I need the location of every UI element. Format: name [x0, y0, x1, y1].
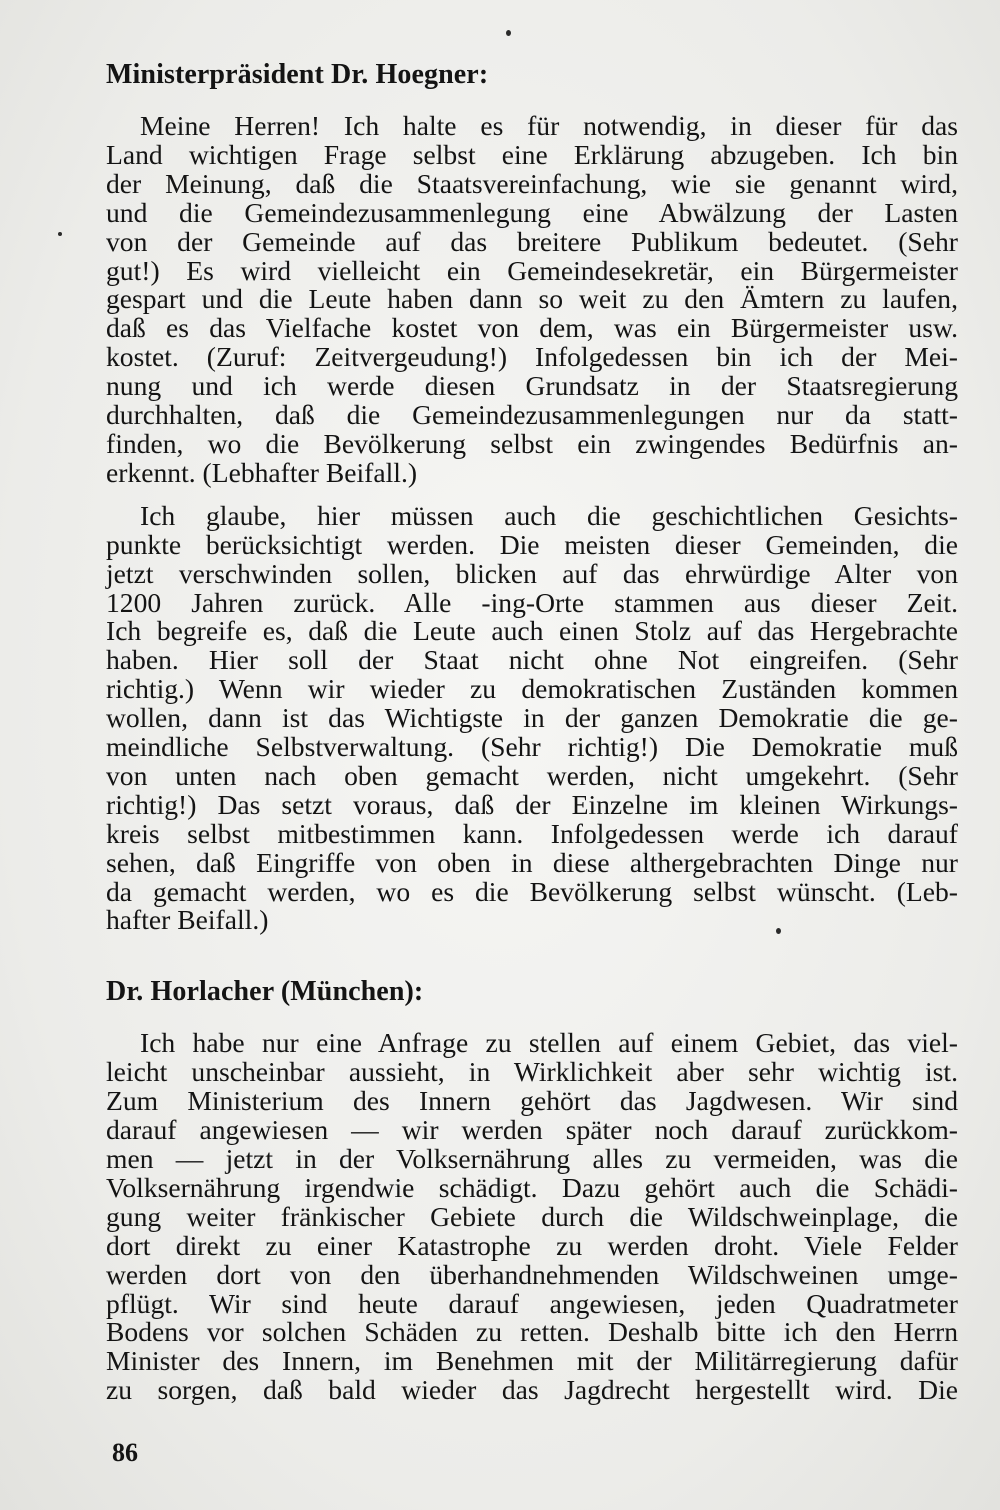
text-line: richtig!) Das setzt voraus, daß der Einzelne im kleinen Wirkungs- — [106, 788, 958, 820]
text-line: Ich begreife es, daß die Leute auch einen Stolz auf das Hergebrachte — [106, 615, 958, 647]
text-line: wollen, dann ist das Wichtigste in der ganzen Demokratie die ge- — [106, 702, 958, 734]
paragraph — [106, 112, 958, 488]
text-line: richtig.) Wenn wir wieder zu demokratischen Zuständen kommen — [106, 673, 958, 705]
text-line: hafter Beifall.) — [106, 904, 269, 936]
page-number: 86 — [112, 1438, 138, 1467]
text-line: und die Gemeindezusammenlegung eine Abwälzung der Lasten — [106, 196, 958, 228]
speaker-heading: Ministerpräsident Dr. Hoegner: — [106, 59, 489, 90]
paragraph — [106, 499, 958, 936]
text-line: kreis selbst mitbestimmen kann. Infolgedessen werde ich darauf — [106, 817, 958, 849]
text-line: Land wichtigen Frage selbst eine Erklärung abzugeben. Ich bin — [106, 138, 958, 170]
text-line: haben. Hier soll der Staat nicht ohne Not eingreifen. (Sehr — [106, 644, 958, 676]
paragraph — [106, 1029, 958, 1405]
text-line: Meine Herren! Ich halte es für notwendig, in dieser für das — [140, 110, 958, 141]
scan-speck — [58, 232, 62, 236]
text-line: von unten nach oben gemacht werden, nicht umgekehrt. (Sehr — [106, 759, 958, 791]
text-line: sehen, daß Eingriffe von oben in diese althergebrachten Dinge nur — [106, 846, 958, 878]
text-line: gespart und die Leute haben dann so weit zu den Ämtern zu laufen, — [106, 283, 958, 315]
scan-speck — [776, 928, 781, 934]
text-line: leicht unscheinbar aussieht, in Wirklichkeit aber sehr wichtig ist. — [106, 1056, 958, 1088]
text-line: der Meinung, daß die Staatsvereinfachung, wie sie genannt wird, — [106, 167, 958, 199]
text-line: darauf angewiesen — wir werden später noch darauf zurückkom- — [106, 1114, 958, 1146]
text-line: Minister des Innern, im Benehmen mit der Militärregierung dafür — [106, 1345, 958, 1377]
speech-section-horlacher — [106, 975, 958, 1405]
text-line: gung weiter fränkischer Gebiete durch die Wildschweinplage, die — [106, 1200, 958, 1232]
text-line: meindliche Selbstverwaltung. (Sehr richtig!) Die Demokratie muß — [106, 731, 958, 763]
text-line: durchhalten, daß die Gemeindezusammenlegungen nur da statt- — [106, 399, 958, 431]
text-line: daß es das Vielfache kostet von dem, was ein Bürgermeister usw. — [106, 312, 958, 344]
text-line: nung und ich werde diesen Grundsatz in der Staatsregierung — [106, 370, 958, 402]
speaker-heading: Dr. Horlacher (München): — [106, 976, 424, 1008]
text-line: Zum Ministerium des Innern gehört das Jagdwesen. Wir sind — [106, 1085, 958, 1117]
text-line: werden dort von den überhandnehmenden Wildschweinen umge- — [106, 1258, 958, 1290]
text-line: men — jetzt in der Volksernährung alles zu vermeiden, was die — [106, 1143, 958, 1174]
text-line: dort direkt zu einer Katastrophe zu werden droht. Viele Felder — [106, 1229, 958, 1261]
text-line: jetzt verschwinden sollen, blicken auf das ehrwürdige Alter von — [106, 557, 958, 589]
text-line: punkte berücksichtigt werden. Die meisten dieser Gemeinden, die — [106, 528, 958, 560]
text-line: Volksernährung irgendwie schädigt. Dazu gehört auch die Schädi- — [106, 1171, 958, 1203]
text-line: von der Gemeinde auf das breitere Publikum bedeutet. (Sehr — [106, 225, 958, 257]
text-line: Ich glaube, hier müssen auch die geschichtlichen Gesichts- — [140, 499, 958, 531]
text-line: gut!) Es wird vielleicht ein Gemeindesekretär, ein Bürgermeister — [106, 254, 958, 286]
text-line: Bodens vor solchen Schäden zu retten. Deshalb bitte ich den Herrn — [106, 1316, 958, 1348]
text-line: erkennt. (Lebhafter Beifall.) — [106, 456, 418, 488]
text-line: pflügt. Wir sind heute darauf angewiesen, jeden Quadratmeter — [106, 1287, 958, 1319]
text-line: Ich habe nur eine Anfrage zu stellen auf einem Gebiet, das viel- — [140, 1027, 958, 1059]
text-line: zu sorgen, daß bald wieder das Jagdrecht hergestellt wird. Die — [106, 1374, 958, 1406]
text-line: 1200 Jahren zurück. Alle -ing-Orte stammen aus dieser Zeit. — [106, 586, 958, 618]
text-line: da gemacht werden, wo es die Bevölkerung selbst wünscht. (Leb- — [106, 875, 958, 907]
text-column — [106, 58, 958, 1405]
speech-section-hoegner — [106, 58, 958, 935]
scan-speck — [506, 30, 511, 36]
text-line: finden, wo die Bevölkerung selbst ein zwingendes Bedürfnis an- — [106, 427, 958, 459]
text-line: kostet. (Zuruf: Zeitvergeudung!) Infolgedessen bin ich der Mei- — [106, 341, 958, 373]
